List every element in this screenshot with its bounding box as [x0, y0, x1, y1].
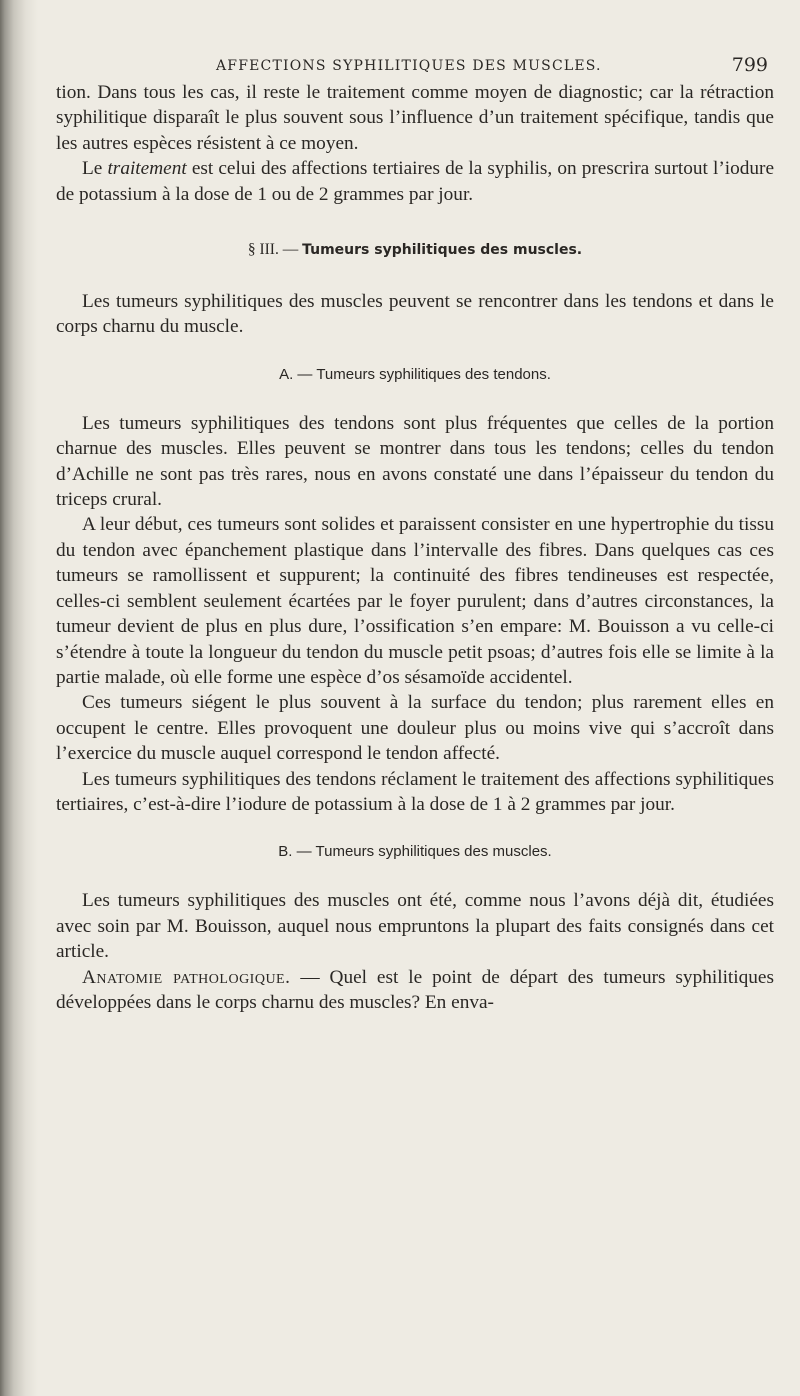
- paragraph-intro: Les tumeurs syphilitiques des muscles peuvent se rencontrer dans les tendons et dans le corps charnu du muscle.: [56, 291, 774, 338]
- paragraph-muscles-study: Les tumeurs syphilitiques des muscles ont été, comme nous l’avons déjà dit, étudiées avec soin par M. Bouisson, auquel nous empruntons la plupart des faits consignés dans cet article.: [56, 890, 774, 963]
- book-page: [56, 54, 775, 1015]
- paragraph-tendons-location: Ces tumeurs siégent le plus souvent à la surface du tendon; plus rarement elles en occupent le centre. Elles provoquent une douleur plus ou moins vive qui s’accroît dans l’exercice du muscle auquel correspond le tendon affecté.: [56, 692, 774, 765]
- paragraph-rest: est celui des affections tertiaires de la syphilis, on prescrira surtout l’iodure de potassium à la dose de 1 ou de 2 grammes par jour.: [56, 158, 775, 205]
- subsection-heading-a: A. — Tumeurs syphilitiques des tendons.: [279, 365, 551, 383]
- emphasis-traitement: traitement: [107, 158, 187, 180]
- running-title: AFFECTIONS SYPHILITIQUES DES MUSCLES.: [216, 58, 602, 74]
- section-title: Tumeurs syphilitiques des muscles.: [302, 242, 583, 259]
- paragraph-lead: Le: [82, 158, 108, 180]
- subsection-heading-b: B. — Tumeurs syphilitiques des muscles.: [278, 843, 552, 861]
- paragraph-tendons-evolution: A leur début, ces tumeurs sont solides et paraissent consister en une hypertrophie du tissu du tendon avec épanchement plastique dans l’intervalle des fibres. Dans quelques cas ces tumeurs se ramollissent et suppurent; la continuité des fibres tendineuses est respectée, celles-ci semblent seulement écartées par le foyer purulent; dans d’autres circonstances, la tumeur devient de plus en plus dure, l’ossification s’en empare: M. Bouisson a vu celle-ci s’étendre à toute la longueur du tendon du muscle petit psoas; d’autres fois elle se limite à la partie malade, où elle forme une espèce d’os sésamoïde accidentel.: [56, 514, 774, 688]
- paragraph-tendons-frequency: Les tumeurs syphilitiques des tendons sont plus fréquentes que celles de la portion charnue des muscles. Elles peuvent se montrer dans tous les tendons; celles du tendon d’Achille ne sont pas très rares, nous en avons constaté une dans l’épaisseur du tendon du triceps crural.: [56, 412, 774, 511]
- page-number: 799: [731, 54, 768, 76]
- running-header: [114, 54, 774, 80]
- paragraph-tendons-treatment: Les tumeurs syphilitiques des tendons réclament le traitement des affections syphilitiques tertiaires, c’est-à-dire l’iodure de potassium à la dose de 1 à 2 grammes par jour.: [56, 768, 774, 815]
- anatomy-lead: Anatomie pathologique.: [82, 966, 291, 988]
- anatomy-rest: — Quel est le point de départ des tumeurs syphilitiques développées dans le corps charnu des muscles? En enva-: [56, 966, 774, 1013]
- paragraph-continuation: tion. Dans tous les cas, il reste le traitement comme moyen de diagnostic; car la rétraction syphilitique disparaît le plus souvent sous l’influence d’un traitement spécifique, tandis que les autres espèces résistent à ce moyen.: [56, 82, 774, 154]
- paragraph-treatment: [56, 156, 774, 207]
- paragraph-anatomy: [56, 965, 774, 1016]
- section-heading: [56, 241, 774, 259]
- section-number: § III. —: [247, 241, 303, 259]
- book-spine-shadow: [0, 0, 38, 1396]
